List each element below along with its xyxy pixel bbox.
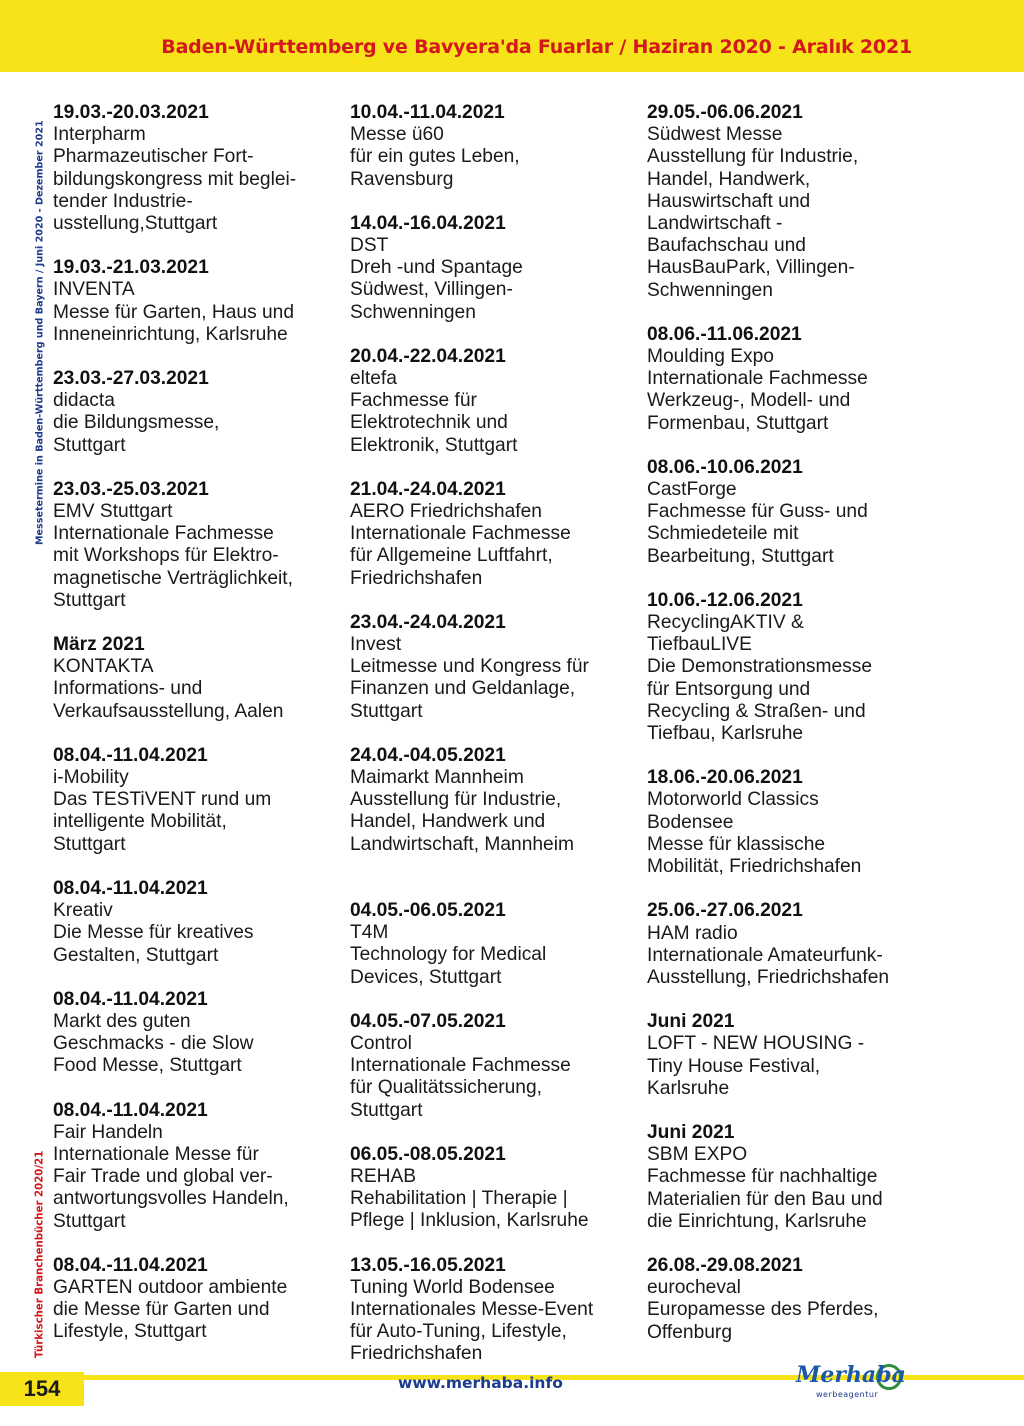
- event-name: Moulding Expo: [647, 346, 774, 368]
- event-description-line: Fair Trade und global ver-: [53, 1166, 273, 1188]
- event-name: Tuning World Bodensee: [350, 1276, 555, 1298]
- event-description-line: Europamesse des Pferdes,: [647, 1299, 879, 1321]
- event-description-line: Fachmesse für: [350, 390, 477, 412]
- event-entry: [647, 457, 947, 568]
- event-date: 08.06.-10.06.2021: [647, 456, 803, 478]
- event-description-line: Stuttgart: [53, 434, 126, 456]
- event-description-line: Devices, Stuttgart: [350, 966, 502, 988]
- event-description-line: für Allgemeine Luftfahrt,: [350, 545, 553, 567]
- event-description-line: Gestalten, Stuttgart: [53, 944, 219, 966]
- event-description-line: TiefbauLIVE: [647, 634, 752, 656]
- event-description-line: für Qualitätssicherung,: [350, 1077, 542, 1099]
- event-date: 10.06.-12.06.2021: [647, 589, 803, 611]
- event-description-line: Messe für klassische: [647, 833, 826, 855]
- event-description-line: Stuttgart: [53, 1210, 126, 1232]
- event-entry: [647, 1255, 947, 1344]
- event-description-line: Die Demonstrationsmesse: [647, 656, 873, 678]
- event-description-line: Materialien für den Bau und: [647, 1188, 883, 1210]
- event-date: 23.04.-24.04.2021: [350, 611, 506, 633]
- event-entry: [53, 745, 343, 856]
- event-description-line: Baufachschau und: [647, 235, 806, 257]
- event-date: 08.04.-11.04.2021: [53, 1099, 208, 1121]
- event-date: Juni 2021: [647, 1121, 735, 1143]
- event-description-line: Landwirtschaft, Mannheim: [350, 833, 574, 855]
- event-description-line: Bearbeitung, Stuttgart: [647, 545, 834, 567]
- event-description-line: Hauswirtschaft und: [647, 190, 811, 212]
- event-description-line: Food Messe, Stuttgart: [53, 1055, 242, 1077]
- event-description-line: Messe für Garten, Haus und: [53, 301, 295, 323]
- event-date: 23.03.-25.03.2021: [53, 478, 209, 500]
- event-name: Messe ü60: [350, 124, 444, 146]
- event-description-line: antwortungsvolles Handeln,: [53, 1188, 289, 1210]
- event-date: März 2021: [53, 634, 145, 656]
- event-description-line: Das TESTiVENT rund um: [53, 789, 272, 811]
- event-description-line: Handel, Handwerk und: [350, 811, 546, 833]
- event-description-line: Recycling & Straßen- und: [647, 700, 866, 722]
- event-entry: [647, 1011, 947, 1100]
- event-entry: [53, 102, 343, 235]
- event-date: 21.04.-24.04.2021: [350, 478, 506, 500]
- event-description-line: Tiefbau, Karlsruhe: [647, 723, 804, 745]
- event-description-line: die Bildungsmesse,: [53, 412, 220, 434]
- event-description-line: Ausstellung für Industrie,: [350, 789, 562, 811]
- event-description-line: Schwenningen: [350, 301, 476, 323]
- event-name: eurocheval: [647, 1277, 741, 1299]
- event-entry: [647, 102, 947, 302]
- event-description-line: Elektronik, Stuttgart: [350, 434, 518, 456]
- event-description-line: Ausstellung für Industrie,: [647, 146, 859, 168]
- event-name: KONTAKTA: [53, 656, 154, 678]
- event-description-line: Finanzen und Geldanlage,: [350, 678, 576, 700]
- event-date: 08.04.-11.04.2021: [53, 1254, 208, 1276]
- event-date: 26.08.-29.08.2021: [647, 1254, 803, 1276]
- event-date: 08.04.-11.04.2021: [53, 877, 208, 899]
- event-description-line: Dreh -und Spantage: [350, 257, 523, 279]
- event-description-line: Internationale Messe für: [53, 1143, 259, 1165]
- event-description-line: Schmiedeteile mit: [647, 523, 799, 545]
- event-description-line: Verkaufsausstellung, Aalen: [53, 700, 284, 722]
- event-description-line: Mobilität, Friedrichshafen: [647, 856, 862, 878]
- event-name: eltefa: [350, 368, 397, 390]
- event-date: 24.04.-04.05.2021: [350, 744, 506, 766]
- page-number: 154: [0, 1372, 84, 1406]
- event-date: 08.04.-11.04.2021: [53, 988, 208, 1010]
- event-name: Markt des guten: [53, 1010, 191, 1032]
- event-entry: [350, 1011, 640, 1122]
- event-description-line: Stuttgart: [53, 833, 126, 855]
- event-description-line: Internationale Fachmesse: [53, 523, 274, 545]
- event-entry: [647, 324, 947, 435]
- event-description-line: Pflege | Inklusion, Karlsruhe: [350, 1210, 589, 1232]
- event-entry: [350, 900, 640, 989]
- event-name: Motorworld Classics: [647, 789, 819, 811]
- event-date: 13.05.-16.05.2021: [350, 1254, 506, 1276]
- event-date: 14.04.-16.04.2021: [350, 212, 506, 234]
- merhaba-logo: [796, 1360, 916, 1408]
- event-description-line: Ravensburg: [350, 168, 454, 190]
- event-description-line: Internationale Fachmesse: [350, 523, 571, 545]
- event-description-line: Südwest, Villingen-: [350, 279, 513, 301]
- events-column-1: [53, 102, 343, 1344]
- event-entry: [350, 1144, 640, 1233]
- event-name: CastForge: [647, 479, 737, 501]
- event-description-line: Die Messe für kreatives: [53, 922, 254, 944]
- event-date: 06.05.-08.05.2021: [350, 1143, 506, 1165]
- event-description-line: magnetische Verträglichkeit,: [53, 567, 293, 589]
- event-entry: [53, 1100, 343, 1233]
- event-description-line: Landwirtschaft -: [647, 213, 783, 235]
- event-entry: [647, 1122, 947, 1233]
- event-date: 29.05.-06.06.2021: [647, 102, 803, 123]
- event-description-line: Friedrichshafen: [350, 1343, 483, 1365]
- event-description-line: Leitmesse und Kongress für: [350, 656, 589, 678]
- event-name: Control: [350, 1032, 412, 1054]
- event-name: Fair Handeln: [53, 1121, 163, 1143]
- event-description-line: für Auto-Tuning, Lifestyle,: [350, 1321, 567, 1343]
- event-description-line: Werkzeug-, Modell- und: [647, 390, 851, 412]
- event-description-line: Schwenningen: [647, 279, 773, 301]
- logo-text: Merhaba: [796, 1362, 906, 1388]
- event-entry: [350, 102, 640, 191]
- event-description-line: bildungskongress mit beglei-: [53, 168, 297, 190]
- event-description-line: Fachmesse für Guss- und: [647, 501, 868, 523]
- event-description-line: intelligente Mobilität,: [53, 811, 227, 833]
- logo-subtitle: werbeagentur: [816, 1390, 879, 1399]
- event-description-line: Friedrichshafen: [350, 567, 483, 589]
- event-name: Interpharm: [53, 124, 146, 146]
- event-date: 04.05.-07.05.2021: [350, 1010, 506, 1032]
- event-date: 04.05.-06.05.2021: [350, 899, 506, 921]
- event-name: i-Mobility: [53, 767, 129, 789]
- event-description-line: Pharmazeutischer Fort-: [53, 146, 254, 168]
- event-description-line: Geschmacks - die Slow: [53, 1033, 254, 1055]
- event-date: 08.06.-11.06.2021: [647, 323, 802, 345]
- event-date: Juni 2021: [647, 1011, 735, 1033]
- event-date: 08.04.-11.04.2021: [53, 744, 208, 766]
- event-description-line: Ausstellung, Friedrichshafen: [647, 966, 890, 988]
- sidebar-vertical-title: [28, 100, 52, 545]
- footer-url-link[interactable]: www.merhaba.info: [398, 1374, 563, 1392]
- event-description-line: Karlsruhe: [647, 1077, 730, 1099]
- event-description-line: Stuttgart: [350, 1099, 423, 1121]
- event-entry: [647, 900, 947, 989]
- event-date: 18.06.-20.06.2021: [647, 767, 803, 789]
- event-name: HAM radio: [647, 922, 738, 944]
- event-description-line: Handel, Handwerk,: [647, 168, 811, 190]
- event-description-line: Internationale Fachmesse: [350, 1055, 571, 1077]
- event-entry: [647, 590, 947, 745]
- sidebar-vertical-title-text: Messetermine in Baden-Württemberg und Bayern / Juni 2020 - Dezember 2021: [34, 120, 46, 545]
- event-name: Maimarkt Mannheim: [350, 767, 524, 789]
- event-name: EMV Stuttgart: [53, 501, 173, 523]
- event-name: RecyclingAKTIV &: [647, 612, 804, 634]
- event-entry: [350, 1255, 640, 1366]
- event-description-line: für ein gutes Leben,: [350, 146, 520, 168]
- event-description-line: Lifestyle, Stuttgart: [53, 1321, 207, 1343]
- event-description-line: tender Industrie-: [53, 190, 193, 212]
- event-description-line: Internationales Messe-Event: [350, 1298, 594, 1320]
- event-description-line: Bodensee: [647, 811, 734, 833]
- event-description-line: usstellung,Stuttgart: [53, 213, 218, 235]
- event-entry: [53, 1255, 343, 1344]
- event-description-line: Inneneinrichtung, Karlsruhe: [53, 323, 288, 345]
- event-name: Invest: [350, 634, 402, 656]
- event-description-line: die Messe für Garten und: [53, 1299, 270, 1321]
- events-column-3: [647, 102, 947, 1344]
- event-name: T4M: [350, 922, 389, 944]
- event-name: DST: [350, 235, 389, 257]
- event-name: SBM EXPO: [647, 1144, 748, 1166]
- event-entry: [647, 767, 947, 878]
- event-description-line: Rehabilitation | Therapie |: [350, 1188, 568, 1210]
- event-date: 25.06.-27.06.2021: [647, 900, 803, 922]
- event-date: 10.04.-11.04.2021: [350, 102, 505, 123]
- event-entry: [53, 257, 343, 346]
- event-description-line: die Einrichtung, Karlsruhe: [647, 1210, 867, 1232]
- event-entry: [350, 745, 640, 856]
- event-description-line: Formenbau, Stuttgart: [647, 412, 829, 434]
- event-date: 19.03.-21.03.2021: [53, 257, 209, 279]
- event-name: didacta: [53, 390, 115, 412]
- event-description-line: Offenburg: [647, 1321, 732, 1343]
- page-title: Baden-Württemberg ve Bavyera'da Fuarlar / Haziran 2020 - Aralık 2021: [161, 36, 912, 58]
- event-description-line: Fachmesse für nachhaltige: [647, 1166, 878, 1188]
- event-name: Südwest Messe: [647, 124, 783, 146]
- event-entry: [350, 479, 640, 590]
- event-name: INVENTA: [53, 279, 135, 301]
- event-description-line: Stuttgart: [53, 589, 126, 611]
- event-name: REHAB: [350, 1165, 417, 1187]
- event-date: 19.03.-20.03.2021: [53, 102, 209, 123]
- event-description-line: Internationale Amateurfunk-: [647, 944, 883, 966]
- event-entry: [53, 634, 343, 723]
- event-name: LOFT - NEW HOUSING -: [647, 1033, 865, 1055]
- event-description-line: Internationale Fachmesse: [647, 368, 868, 390]
- event-entry: [53, 989, 343, 1078]
- event-description-line: Elektrotechnik und: [350, 412, 508, 434]
- event-date: 23.03.-27.03.2021: [53, 368, 209, 390]
- event-name: GARTEN outdoor ambiente: [53, 1276, 288, 1298]
- event-description-line: Technology for Medical: [350, 944, 547, 966]
- event-date: 20.04.-22.04.2021: [350, 345, 506, 367]
- events-column-2: [350, 102, 640, 1366]
- event-description-line: für Entsorgung und: [647, 678, 811, 700]
- event-entry: [350, 213, 640, 324]
- sidebar-vertical-publisher-text: Türkischer Branchenbücher 2020/21: [34, 1150, 46, 1358]
- event-description-line: mit Workshops für Elektro-: [53, 545, 279, 567]
- event-entry: [53, 878, 343, 967]
- event-description-line: HausBauPark, Villingen-: [647, 257, 855, 279]
- event-entry: [53, 368, 343, 457]
- event-entry: [53, 479, 343, 612]
- event-name: Kreativ: [53, 900, 113, 922]
- event-entry: [350, 346, 640, 457]
- sidebar-vertical-publisher: [28, 1150, 52, 1358]
- event-description-line: Tiny House Festival,: [647, 1055, 821, 1077]
- event-description-line: Informations- und: [53, 678, 203, 700]
- event-description-line: Stuttgart: [350, 700, 423, 722]
- event-entry: [350, 612, 640, 723]
- event-name: AERO Friedrichshafen: [350, 501, 542, 523]
